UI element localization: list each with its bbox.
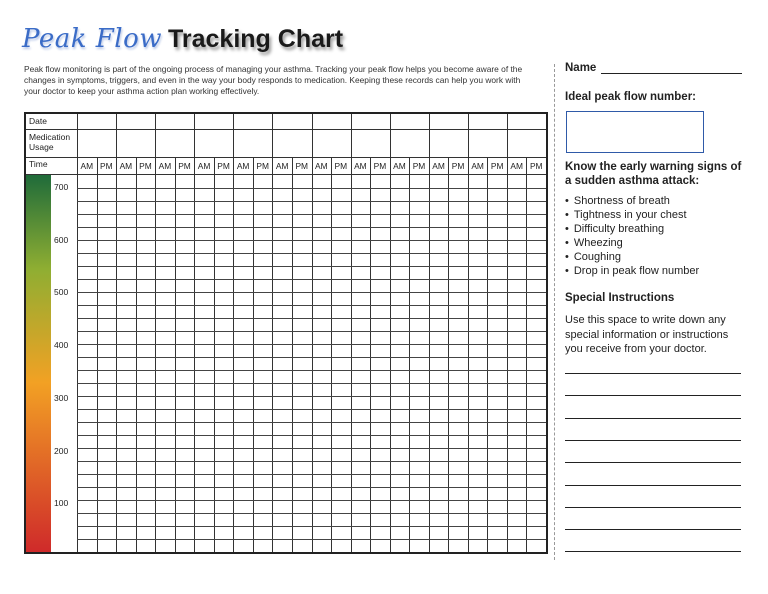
peak-flow-zone-gradient — [26, 175, 51, 552]
peak-flow-chart — [24, 112, 548, 554]
grid-row-line — [77, 214, 546, 215]
special-instructions-text: Use this space to write down any special information or instructions you receive from your doctor. — [565, 314, 729, 355]
pm-label: PM — [100, 161, 113, 171]
writing-line[interactable] — [565, 507, 741, 508]
grid-row-line — [77, 409, 546, 410]
pm-label: PM — [529, 161, 543, 171]
warning-sign-item: • Tightness in your chest — [565, 208, 699, 222]
grid-row-line — [77, 188, 546, 189]
warning-sign-item: • Wheezing — [565, 236, 699, 250]
pm-label: PM — [256, 161, 269, 171]
grid-row-line — [77, 292, 546, 293]
am-pm-divider — [409, 158, 410, 552]
writing-line[interactable] — [565, 529, 741, 530]
am-label: AM — [275, 161, 289, 171]
vertical-divider — [554, 64, 555, 560]
grid-row-line — [77, 500, 546, 501]
am-pm-divider — [331, 158, 332, 552]
page-title — [22, 24, 343, 58]
grid-row-line — [77, 318, 546, 319]
grid-row-line — [77, 396, 546, 397]
intro-text: Peak flow monitoring is part of the ongoing process of managing your asthma. Tracking your peak flow helps you become aware of the changes in symptoms, triggers, and even in the way your body responds to medication. Keeping these records can help you work with your doctor to keep your asthma action plan working effectively. — [24, 64, 523, 96]
grid-row-line — [77, 422, 546, 423]
grid-row-line — [77, 461, 546, 462]
pm-label: PM — [139, 161, 152, 171]
am-label: AM — [432, 161, 445, 171]
grid-row-line — [77, 513, 546, 514]
am-pm-divider — [292, 158, 293, 552]
am-pm-divider — [448, 158, 449, 552]
am-pm-divider — [214, 158, 215, 552]
grid-row-line — [77, 227, 546, 228]
grid-row-line — [77, 448, 546, 449]
am-label: AM — [197, 161, 211, 171]
am-label: AM — [119, 161, 133, 171]
am-pm-divider — [253, 158, 254, 552]
writing-line[interactable] — [565, 418, 741, 419]
peak-flow-value-label: 300 — [54, 392, 69, 403]
title-script: Peak Flow — [22, 24, 162, 54]
peak-flow-value-label: 400 — [54, 340, 69, 351]
am-pm-divider — [487, 158, 488, 552]
am-label: AM — [80, 161, 94, 171]
am-label: AM — [158, 161, 172, 171]
ideal-peak-flow-label: Ideal peak flow number: — [565, 91, 696, 103]
warning-sign-item: • Coughing — [565, 250, 699, 264]
writing-line[interactable] — [565, 373, 741, 374]
pm-label: PM — [295, 161, 308, 171]
writing-line[interactable] — [565, 551, 741, 552]
writing-line[interactable] — [565, 440, 741, 441]
pm-label: PM — [178, 161, 191, 171]
am-label: AM — [471, 161, 484, 171]
peak-flow-value-label: 500 — [54, 287, 69, 298]
am-label: AM — [314, 161, 328, 171]
warning-sign-item: • Difficulty breathing — [565, 222, 699, 236]
pm-label: PM — [373, 161, 387, 171]
grid-row-line — [77, 539, 546, 540]
grid-row-line — [77, 357, 546, 358]
pm-label: PM — [412, 161, 426, 171]
am-label: AM — [510, 161, 523, 171]
grid-row-line — [77, 435, 546, 436]
warning-signs-list — [565, 194, 699, 278]
date-label: Date — [29, 116, 47, 126]
warning-sign-item: • Shortness of breath — [565, 194, 699, 208]
medication-label: Medication Usage — [29, 132, 71, 152]
writing-line[interactable] — [565, 395, 741, 396]
title-bold: Tracking Chart — [168, 25, 344, 53]
ideal-peak-flow-box[interactable] — [566, 111, 704, 153]
grid-row-line — [77, 526, 546, 527]
am-label: AM — [393, 161, 406, 171]
peak-flow-value-label: 100 — [54, 498, 69, 509]
am-label: AM — [236, 161, 250, 171]
peak-flow-value-label: 600 — [54, 234, 69, 245]
am-pm-divider — [370, 158, 371, 552]
time-label: Time — [29, 159, 48, 169]
grid-row-line — [77, 474, 546, 475]
warning-sign-item: • Drop in peak flow number — [565, 264, 699, 278]
writing-line[interactable] — [565, 485, 741, 486]
peak-flow-value-label: 700 — [54, 182, 69, 192]
grid-row-line — [77, 370, 546, 371]
special-instructions-title: Special Instructions — [565, 292, 675, 304]
am-pm-divider — [97, 158, 98, 552]
grid-row-line — [77, 240, 546, 241]
warning-signs-title: Know the early warning signs of a sudden asthma attack: — [565, 161, 742, 187]
pm-label: PM — [217, 161, 230, 171]
grid-row-line — [77, 383, 546, 384]
am-pm-divider — [526, 158, 527, 552]
peak-flow-value-label: 200 — [54, 445, 69, 456]
pm-label: PM — [451, 161, 465, 171]
grid-row-line — [77, 279, 546, 280]
grid-row-line — [77, 305, 546, 306]
am-pm-divider — [136, 158, 137, 552]
grid-row-line — [77, 331, 546, 332]
grid-row-line — [77, 253, 546, 254]
grid-row-line — [77, 266, 546, 267]
grid-row-line — [77, 201, 546, 202]
am-pm-divider — [175, 158, 176, 552]
pm-label: PM — [334, 161, 348, 171]
writing-line[interactable] — [565, 462, 741, 463]
am-label: AM — [354, 161, 367, 171]
name-label: Name — [565, 62, 597, 74]
grid-row-line — [77, 487, 546, 488]
grid-row-line — [77, 344, 546, 345]
pm-label: PM — [490, 161, 504, 171]
name-field-line[interactable] — [601, 73, 742, 74]
